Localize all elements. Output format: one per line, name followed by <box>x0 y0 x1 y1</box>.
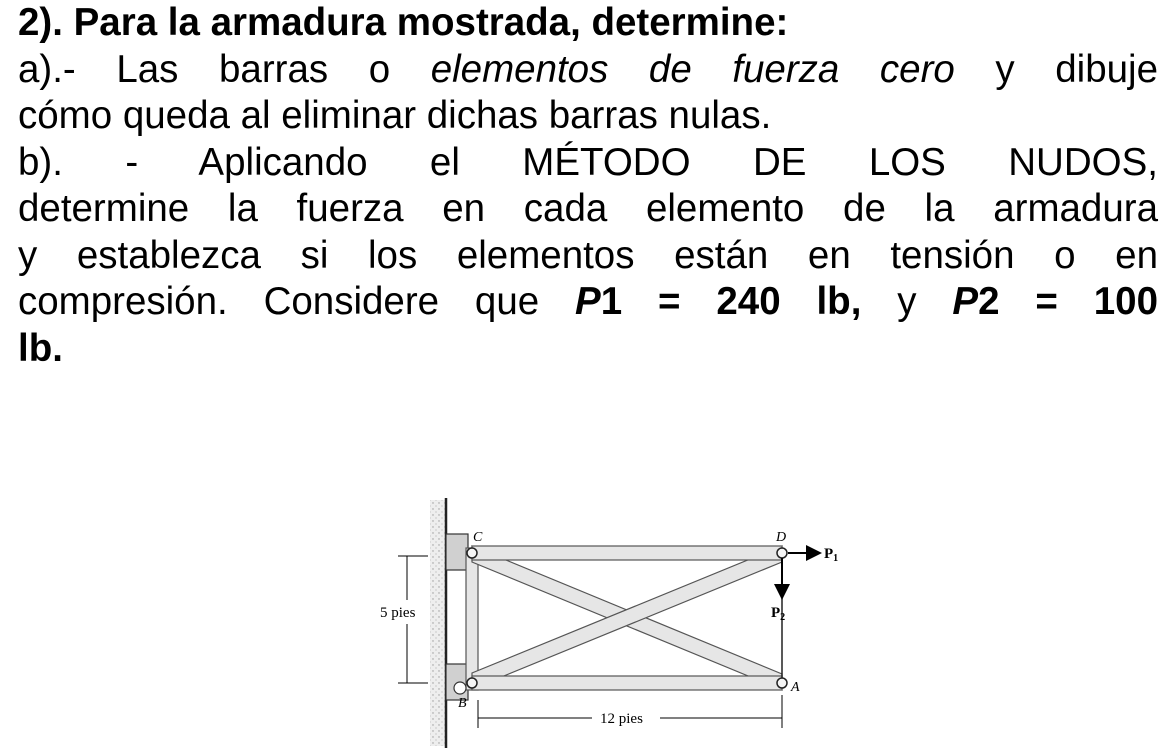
problem-statement <box>18 0 1158 372</box>
part-a-line-2: cómo queda al eliminar dichas barras nulas. <box>18 94 772 137</box>
part-a-prefix: a).- Las barras o <box>18 47 431 91</box>
load-p2-symbol: P <box>771 605 781 621</box>
p2-symbol: P <box>952 280 979 323</box>
dim-height-label: 5 pies <box>380 605 416 621</box>
part-b-line-4 <box>18 279 1158 326</box>
p2-subscript: 2 <box>978 280 1000 323</box>
wall-support <box>430 500 446 746</box>
load-p1-label <box>824 546 838 564</box>
part-b-line-3: y establezca si los elementos están en tensión o en <box>18 233 1158 277</box>
part-a-line-1 <box>18 47 1158 94</box>
pin-b-lower <box>454 682 466 694</box>
node-label-d: D <box>776 530 787 545</box>
pin-c <box>467 548 477 558</box>
node-label-b: B <box>458 696 467 711</box>
support-c-bracket <box>446 534 468 570</box>
part-b-line-1: b). - Aplicando el MÉTODO DE LOS NUDOS, <box>18 140 1158 184</box>
p1-value: = 240 lb, <box>622 280 862 323</box>
pin-b <box>467 678 477 688</box>
node-label-a: A <box>791 680 800 695</box>
load-p1-symbol: P <box>824 546 834 562</box>
pin-d <box>777 548 787 558</box>
part-b-line-4-prefix: compresión. Considere que <box>18 280 576 323</box>
load-p2-label <box>771 605 785 623</box>
load-p1-subscript: 1 <box>833 553 839 564</box>
dim-width-label: 12 pies <box>600 711 643 727</box>
p1-subscript: 1 <box>600 280 623 323</box>
part-b-mid: y <box>861 280 953 323</box>
member-cd <box>472 546 782 560</box>
member-cb <box>466 548 478 690</box>
p1-symbol: P <box>575 280 601 323</box>
problem-title: 2). Para la armadura mostrada, determine: <box>18 1 789 44</box>
part-b-line-5: lb. <box>18 326 63 370</box>
load-p2-subscript: 2 <box>780 612 786 623</box>
p2-value: = 100 <box>999 280 1158 323</box>
support-b-bracket <box>446 664 468 700</box>
pin-a <box>777 678 787 688</box>
node-label-c: C <box>473 530 483 545</box>
truss-diagram <box>360 490 840 751</box>
part-b-line-2: determine la fuerza en cada elemento de la armadura <box>18 187 1158 230</box>
part-a-suffix: y dibuje <box>954 47 1158 91</box>
truss-figure <box>360 490 840 751</box>
part-a-emphasis: elementos de fuerza cero <box>430 47 955 91</box>
member-ba <box>472 676 782 690</box>
